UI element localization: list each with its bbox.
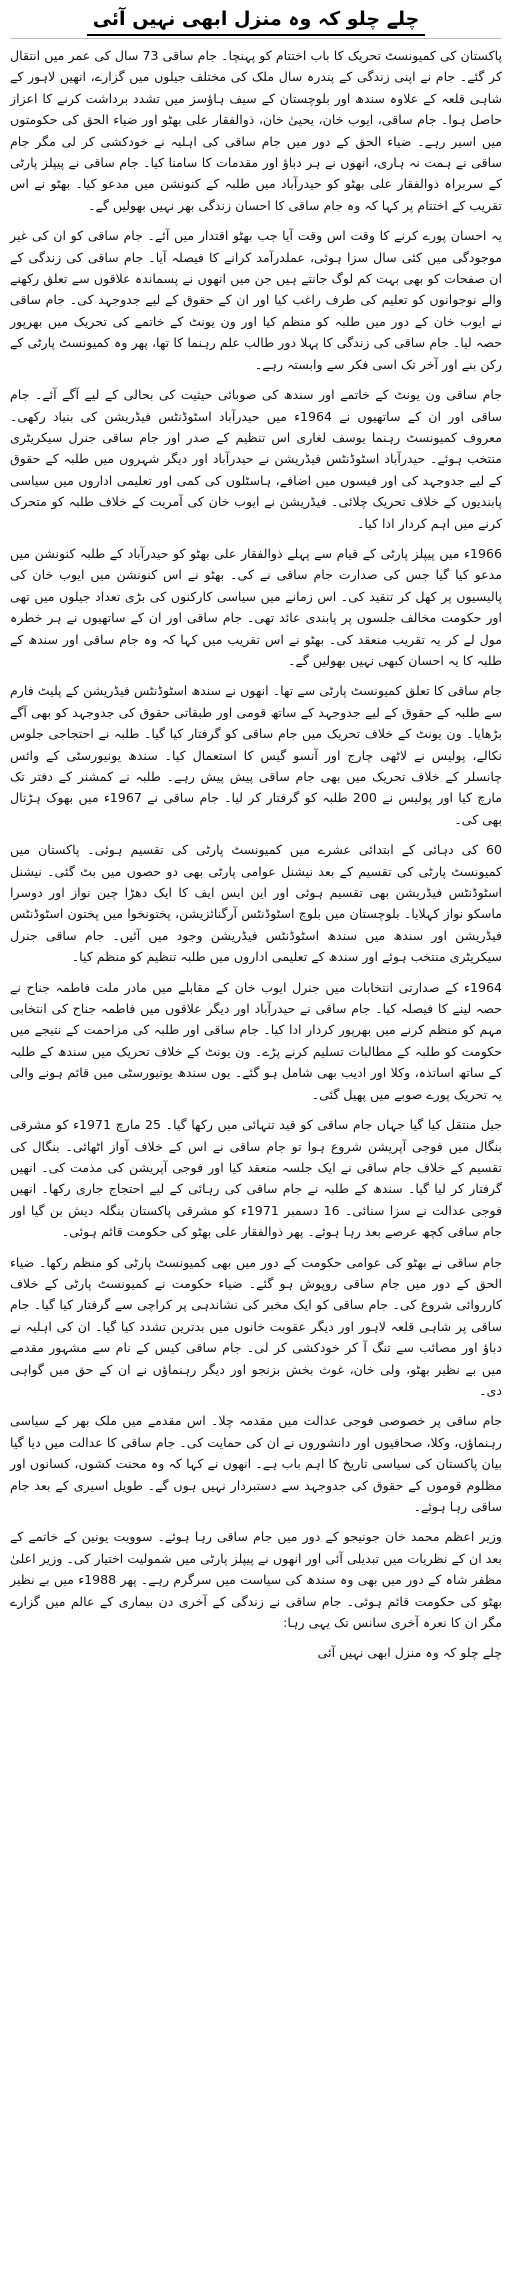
article-paragraph: جام ساقی ون یونٹ کے خاتمے اور سندھ کی صوبائی حیثیت کی بحالی کے لیے آگے آئے۔ جام ساقی اور ان کے ساتھیوں نے 1964ء میں حیدرآباد اسٹوڈنٹس فیڈریشن کی بنیاد رکھی۔ معروف کمیونسٹ رہنما یوسف لغاری اس تنظیم کے صدر اور جام ساقی جنرل سیکریٹری منتخب ہوئے۔ حیدرآباد اسٹوڈنٹس فیڈریشن نے حیدرآباد اور دیگر شہروں میں طلبہ کے حقوق کے لیے جدوجہد کی اور فیسوں میں اضافے، ہاسٹلوں کی کمی اور تعلیمی اداروں میں سیاسی پابندیوں کے خلاف تحریک چلائی۔ فیڈریشن نے ایوب خان کی آمریت کے خلاف طلبہ کو متحرک کرنے میں اہم کردار ادا کیا۔	[10, 387, 502, 531]
article-paragraph: 1966ء میں پیپلز پارٹی کے قیام سے پہلے ذوالفقار علی بھٹو کو حیدرآباد کے طلبہ کنونشن میں مدعو کیا گیا جس کی صدارت جام ساقی نے کی۔ بھٹو نے اس کنونشن میں ایوب خان کی پالیسیوں پر کھل کر تنقید کی۔ اس زمانے میں سیاسی کارکنوں کی بڑی تعداد جیلوں میں تھی اور حکومت مخالف جلسوں پر پابندی عائد تھی۔ جام ساقی اور ان کے ساتھیوں نے ہر خطرہ مول لے کر یہ تقریب منعقد کی۔ بھٹو نے اس تقریب میں کہا کہ وہ جام ساقی اور سندھ کے طلبہ کا یہ احسان کبھی نہیں بھولیں گے۔	[10, 545, 502, 668]
closing-line: چلے چلو کہ وہ منزل ابھی نہیں آئی	[317, 1645, 502, 1661]
article-paragraph: جیل منتقل کیا گیا جہاں جام ساقی کو قید تنہائی میں رکھا گیا۔ 25 مارچ 1971ء کو مشرقی بنگال میں فوجی آپریشن شروع ہوا تو جام ساقی نے اس کے خلاف آواز اٹھائی۔ بنگال کی تقسیم کے خلاف جام ساقی نے ایک جلسہ منعقد کیا اور فوجی آپریشن کی مذمت کی۔ انھیں گرفتار کر لیا گیا۔ سندھ کے طلبہ نے جام ساقی کی رہائی کے لیے احتجاج جاری رکھا۔ انھیں فوجی عدالت نے سزا سنائی۔ 16 دسمبر 1971ء کو مشرقی پاکستان بنگلہ دیش بن گیا اور جام ساقی کچھ عرصے بعد رہا ہوئے۔ پھر ذوالفقار علی بھٹو کی حکومت قائم ہوئی۔	[10, 1117, 503, 1240]
article-title: چلے چلو کہ وہ منزل ابھی نہیں آئی	[87, 6, 426, 36]
article-paragraph: جام ساقی نے بھٹو کی عوامی حکومت کے دور میں بھی کمیونسٹ پارٹی کو منظم رکھا۔ ضیاء الحق کے دور میں جام ساقی روپوش ہو گئے۔ ضیاء حکومت نے کمیونسٹ پارٹی کے خلاف کارروائی شروع کی۔ جام ساقی کو ایک مخبر کی نشاندہی پر کراچی سے گرفتار کیا گیا۔ جام ساقی پر شاہی قلعہ لاہور اور دیگر عقوبت خانوں میں بدترین تشدد کیا گیا۔ ان کی اہلیہ نے دباؤ اور مصائب سے تنگ آ کر خودکشی کر لی۔ جام ساقی کیس کے نام سے مشہور مقدمے میں بے نظیر بھٹو، ولی خان، غوث بخش بزنجو اور دیگر رہنماؤں نے ان کے حق میں گواہی دی۔	[10, 1254, 502, 1398]
article-paragraph: وزیر اعظم محمد خان جونیجو کے دور میں جام ساقی رہا ہوئے۔ سوویت یونین کے خاتمے کے بعد ان کے نظریات میں تبدیلی آئی اور انھوں نے پیپلز پارٹی میں شمولیت اختیار کی۔ وزیر اعلیٰ مظفر شاہ کے دور میں بھی وہ سندھ کی سیاست میں سرگرم رہے۔ پھر 1988ء میں بے نظیر بھٹو کی حکومت قائم ہوئی۔ جام ساقی نے زندگی کے آخری دن بیماری کے عالم میں گزارے مگر ان کا نعرہ آخری سانس تک یہی رہا:	[10, 1529, 502, 1631]
article-paragraph: جام ساقی پر خصوصی فوجی عدالت میں مقدمہ چلا۔ اس مقدمے میں ملک بھر کے سیاسی رہنماؤں، وکلا، صحافیوں اور دانشوروں نے ان کی حمایت کی۔ جام ساقی کا عدالت میں دیا گیا بیان پاکستان کی سیاسی تاریخ کا اہم باب ہے۔ انھوں نے کہا کہ وہ محنت کشوں، کسانوں اور مظلوم قوموں کے حقوق کی جدوجہد سے دستبردار نہیں ہوں گے۔ طویل اسیری کے بعد جام ساقی رہا ہوئے۔	[10, 1413, 502, 1514]
article-paragraph: جام ساقی کا تعلق کمیونسٹ پارٹی سے تھا۔ انھوں نے سندھ اسٹوڈنٹس فیڈریشن کے پلیٹ فارم سے طلبہ کے حقوق کے لیے جدوجہد کے ساتھ قومی اور طبقاتی حقوق کی جدوجہد کو بھی آگے بڑھایا۔ ون یونٹ کے خلاف تحریک میں جام ساقی کو گرفتار کیا گیا۔ طلبہ نے احتجاجی جلوس نکالے، پولیس نے لاٹھی چارج اور آنسو گیس کا استعمال کیا۔ سندھ یونیورسٹی کے وائس چانسلر کے خلاف تحریک میں بھی جام ساقی پیش پیش رہے۔ طلبہ نے کمشنر کے دفتر تک مارچ کیا اور پولیس نے 200 طلبہ کو گرفتار کر لیا۔ جام ساقی نے 1967ء میں بھوک ہڑتال بھی کی۔	[10, 683, 503, 827]
headline-row	[10, 4, 502, 39]
article-paragraph: 60 کی دہائی کے ابتدائی عشرے میں کمیونسٹ پارٹی کی تقسیم ہوئی۔ پاکستان میں کمیونسٹ پارٹی کی تقسیم کے بعد نیشنل عوامی پارٹی بھی دو حصوں میں بٹ گئی۔ نیشنل اسٹوڈنٹس فیڈریشن بھی تقسیم ہوئی اور این ایس ایف کا ایک دھڑا چین نواز اور دوسرا ماسکو نواز کہلایا۔ بلوچستان میں بلوچ اسٹوڈنٹس آرگنائزیشن، پختونخوا میں پختون اسٹوڈنٹس فیڈریشن اور سندھ میں سندھ اسٹوڈنٹس فیڈریشن وجود میں آئیں۔ جام ساقی جنرل سیکریٹری منتخب ہوئے اور سندھ کے تعلیمی اداروں میں طلبہ تنظیم کو منظم کیا۔	[10, 842, 502, 965]
article-paragraph: 1964ء کے صدارتی انتخابات میں جنرل ایوب خان کے مقابلے میں مادر ملت فاطمہ جناح نے حصہ لینے کا فیصلہ کیا۔ جام ساقی نے حیدرآباد اور دیگر علاقوں میں فاطمہ جناح کی انتخابی مہم کو منظم کرنے میں بھرپور کردار ادا کیا۔ جام ساقی اور طلبہ کی مزاحمت کے نتیجے میں حکومت کو طلبہ کے مطالبات تسلیم کرنے پڑے۔ ون یونٹ کے خلاف تحریک میں سندھ کے طلبہ کے ساتھ اساتذہ، وکلا اور ادیب بھی شامل ہو گئے۔ یوں سندھ یونیورسٹی میں قائم ہونے والی یہ تحریک پورے صوبے میں پھیل گئی۔	[10, 979, 502, 1102]
article-paragraph: پاکستان کی کمیونسٹ تحریک کا باب اختتام کو پہنچا۔ جام ساقی 73 سال کی عمر میں انتقال کر گئے۔ جام نے اپنی زندگی کے پندرہ سال ملک کی مختلف جیلوں میں گزارے، انھیں لاہور کے شاہی قلعہ کے علاوہ سندھ اور بلوچستان کے سیف ہاؤسز میں تشدد برداشت کرنے کا اعزاز حاصل ہوا۔ جام ساقی، ایوب خان، یحییٰ خان، ذوالفقار علی بھٹو اور ضیاء الحق کی حکومتوں میں اسیر رہے۔ ضیاء الحق کے دور میں جام ساقی کی اہلیہ نے خودکشی کر لی مگر جام ساقی نے ہمت نہ ہاری، انھوں نے ہر دباؤ اور مقدمات کا سامنا کیا۔ جام ساقی نے پیپلز پارٹی کے سربراہ ذوالفقار علی بھٹو کو حیدرآباد میں طلبہ کے کنونشن میں مدعو کیا۔ بھٹو نے اس تقریب کے اختتام پر کہا کہ وہ جام ساقی کا احسان زندگی بھر نہیں بھولیں گے۔	[10, 48, 502, 213]
article-body	[10, 45, 502, 1664]
article-paragraph: یہ احسان پورے کرنے کا وقت اس وقت آیا جب بھٹو اقتدار میں آئے۔ جام ساقی کو ان کی غیر موجودگی میں کئی سال سزا ہوئی، عملدرآمد کرانے کا فیصلہ آیا۔ جام ساقی کی زندگی کے ان صفحات کو بھی بہت کم لوگ جانتے ہیں جن میں انھوں نے پسماندہ علاقوں سے تعلق رکھنے والے نوجوانوں کو تعلیم کی طرف راغب کیا اور ان کے حقوق کے لیے جدوجہد کی۔ جام ساقی نے ایوب خان کے دور میں طلبہ کو منظم کیا اور ون یونٹ کے خاتمے کی تحریک میں بھرپور حصہ لیا۔ جام ساقی کی زندگی کا پہلا دور طالب علم رہنما کا تھا، پھر وہ کمیونسٹ پارٹی کے رکن بنے اور آخر تک اسی فکر سے وابستہ رہے۔	[10, 228, 502, 372]
